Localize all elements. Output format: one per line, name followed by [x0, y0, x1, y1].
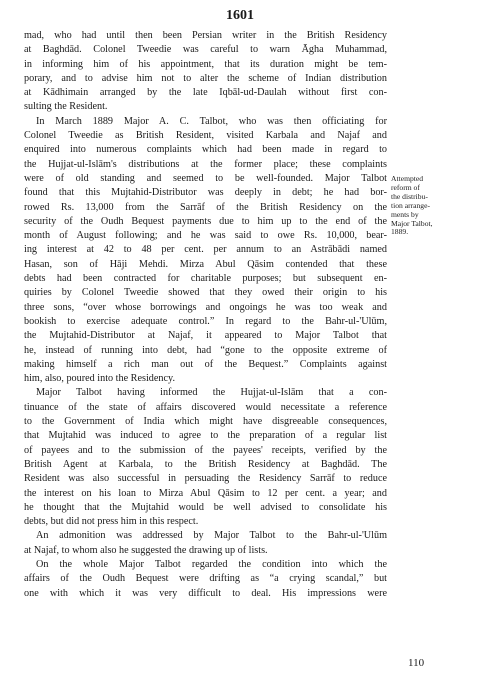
text-line: found that this Mujtahid-Distributor was deeply in debt; he had bor-: [24, 187, 387, 199]
text-line: making himself a rich man out of the Bequest.” Complaints against: [24, 358, 387, 370]
text-line: he thought that the Mujtahid would be well advised to consolidate his: [24, 501, 387, 513]
text-line: security of the Oudh Bequest payments due to him up to the end of the: [24, 215, 387, 227]
text-line: bookish to exercise adequate control.” In regard to the Bahr-ul-'Ulūm,: [24, 315, 387, 327]
text-line: sulting the Resident.: [24, 101, 108, 113]
side-note: [391, 175, 473, 237]
text-line: Hasan, son of Hāji Mehdi. Mirza Abul Qāsim contended that these: [24, 258, 387, 270]
page-number: 1601: [226, 8, 254, 23]
text-line: debts had been contracted for charitable purposes; but subsequent en-: [24, 273, 387, 285]
text-line: at Kādhimain arranged by the late Iqbāl-ud-Daulah without first con-: [24, 87, 387, 99]
text-line: British Agent at Karbala, to the British Residency at Baghdād. The: [24, 458, 387, 470]
footer-number: 110: [408, 657, 425, 669]
text-line: enquired into numerous complaints which had been made in regard to: [24, 144, 387, 156]
text-line: Major Talbot having informed the Hujjat-ul-Islām that a con-: [36, 387, 387, 399]
text-line: at Baghdād. Colonel Tweedie was careful to warn Āgha Muhammad,: [24, 44, 387, 56]
text-line: he, instead of running into debt, had “gone to the opposite extreme of: [24, 344, 387, 356]
text-line: mad, who had until then been Persian writer in the British Residency: [24, 30, 387, 41]
text-line: one with which it was very difficult to deal. His impressions were: [24, 587, 387, 599]
side-note-line: tion arrange-: [391, 200, 431, 210]
text-line: ing interest at 42 to 48 per cent. per annum to an Astrābādi named: [24, 244, 387, 256]
text-line: debts, but did not press him in this respect.: [24, 516, 199, 528]
text-line: to the Government of India which might have disgreeable consequences,: [24, 416, 387, 428]
text-line: the interest on his loan to Mirza Abul Qāsim to 12 per cent. a year; and: [24, 487, 387, 499]
text-line: the Mujtahid-Distributor at Najaf, it appeared to Major Talbot that: [24, 330, 387, 342]
side-note-line: the distribu-: [391, 191, 428, 201]
text-line: Resident was also successful in persuading the Residency Sarrāf to reduce: [24, 473, 387, 485]
text-line: that Mujtahid was induced to agree to the preparation of a regular list: [24, 430, 387, 442]
text-line: affairs of the Oudh Bequest were drifting as “a crying scandal,” but: [24, 573, 387, 585]
text-line: at Najaf, to whom also he suggested the drawing up of lists.: [24, 544, 268, 556]
text-line: month of August following; and he was said to owe Rs. 10,000, bear-: [24, 230, 387, 242]
text-line: Colonel Tweedie as British Resident, visited Karbala and Najaf and: [24, 130, 387, 142]
text-line: in informing him of his appointment, that its duration might be tem-: [24, 58, 387, 70]
body-text: [24, 29, 387, 601]
text-line: him, also, poured into the Residency.: [24, 373, 175, 385]
text-line: of payees and to the submission of the payees' receipts, verified by the: [24, 444, 387, 456]
side-note-line: Major Talbot,: [391, 218, 433, 228]
side-note-line: ments by: [391, 209, 419, 219]
text-line: On the whole Major Talbot regarded the condition into which the: [36, 558, 387, 570]
text-line: porary, and to advise him not to alter the scheme of Indian distribution: [24, 72, 387, 84]
side-note-line: Attempted: [391, 174, 424, 183]
text-line: An admonition was addressed by Major Talbot to the Bahr-ul-'Ulūm: [36, 530, 387, 542]
text-line: In March 1889 Major A. C. Talbot, who was then officiating for: [36, 115, 387, 127]
text-line: tinuance of the state of affairs discovered would necessitate a reference: [24, 401, 387, 413]
text-line: were of old standing and seemed to be well-founded. Major Talbot: [24, 172, 387, 184]
side-note-line: reform of: [391, 182, 420, 192]
text-line: three sons, “over whose borrowings and ongoings he was too weak and: [24, 301, 387, 313]
text-line: the Hujjat-ul-Islām's distributions at the former place; these complaints: [24, 158, 387, 170]
side-note-line: 1889.: [391, 227, 409, 237]
text-line: rowed Rs. 13,000 from the Sarrāf of the British Residency on the: [24, 201, 387, 213]
text-line: quiries by Colonel Tweedie showed that they owed their origin to his: [24, 287, 387, 299]
